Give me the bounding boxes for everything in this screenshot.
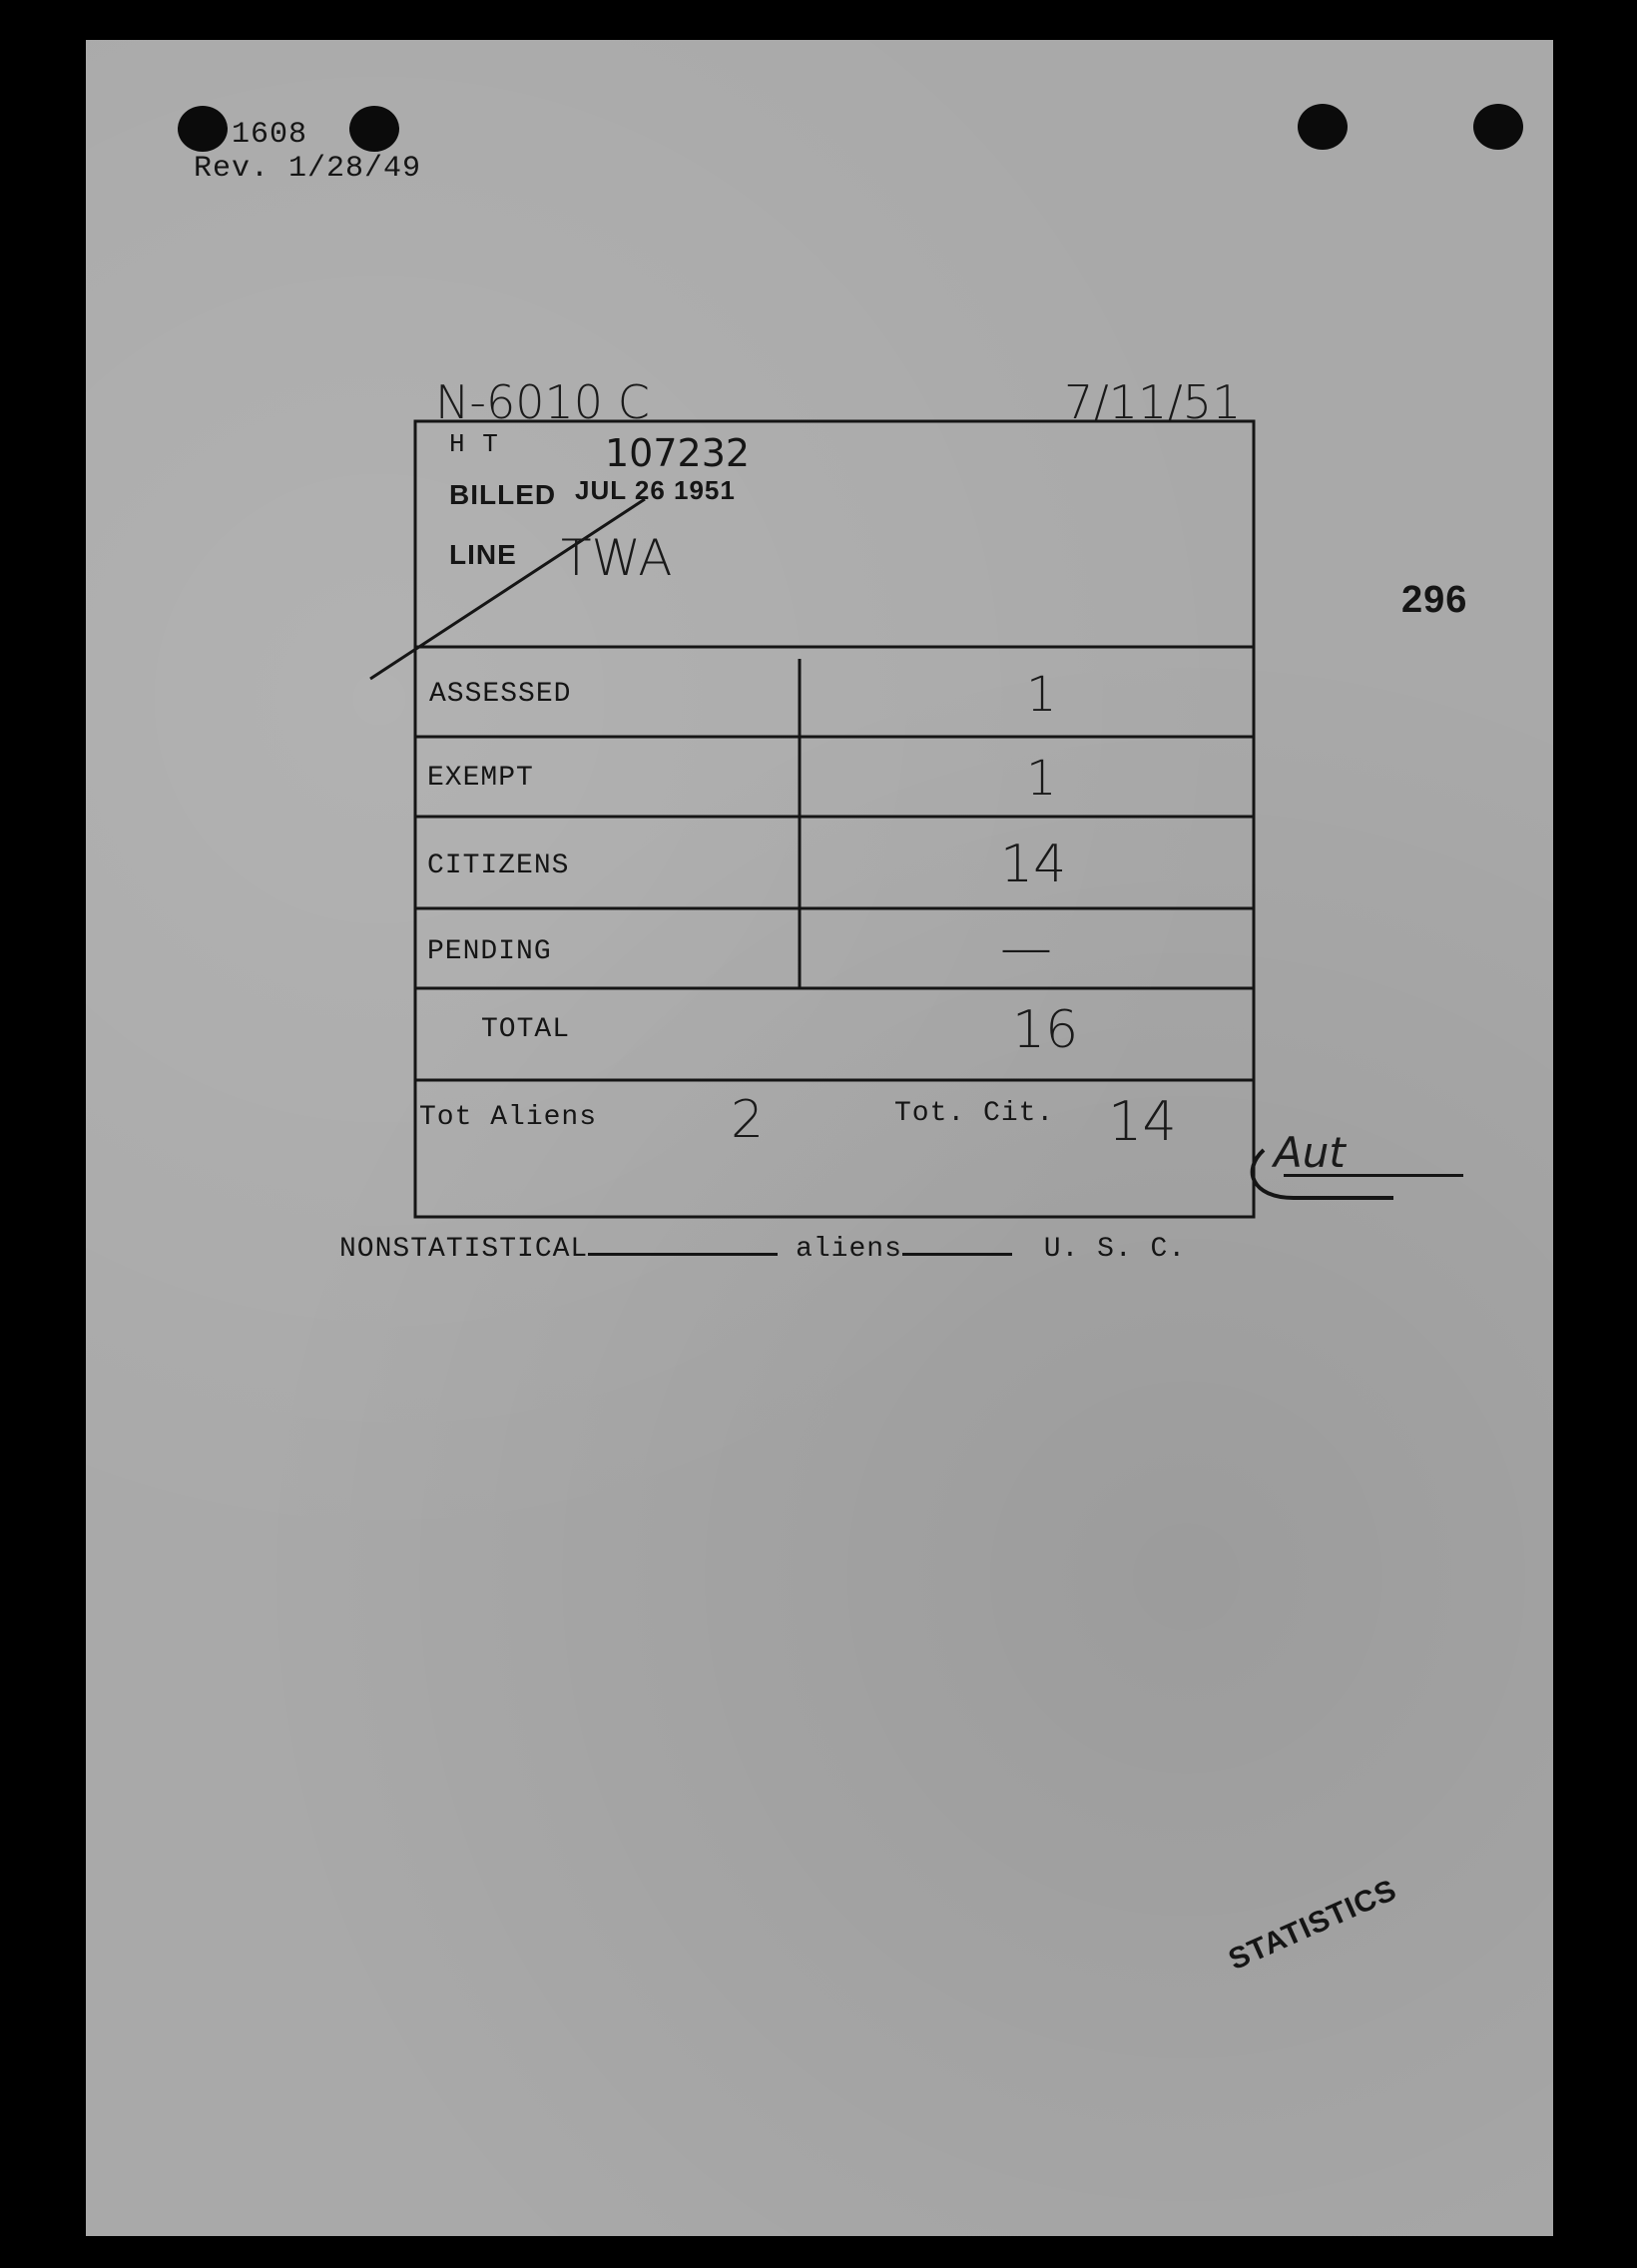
aliens-label: aliens — [796, 1234, 902, 1265]
row-value-pending: — — [1000, 918, 1052, 978]
billed-stamp-date: JUL 26 1951 — [575, 475, 736, 505]
initials-text: Aut — [1274, 1128, 1346, 1177]
row-value-exempt: 1 — [1026, 751, 1057, 807]
row-label-exempt: EXEMPT — [427, 763, 534, 794]
row-value-citizens: 14 — [1000, 835, 1067, 894]
ht-label: H T — [449, 429, 499, 459]
row-label-assessed: ASSESSED — [429, 679, 572, 710]
total-value: 16 — [1012, 1000, 1079, 1060]
row-label-citizens: CITIZENS — [427, 850, 570, 881]
form-revision: Rev. 1/28/49 — [194, 152, 422, 186]
row-value-assessed: 1 — [1026, 667, 1057, 723]
usc-label: U. S. C. — [1043, 1234, 1187, 1265]
page-number: 296 — [1401, 579, 1468, 621]
statistics-stamp: STATISTICS — [1224, 1873, 1402, 1978]
handwritten-date: 7/11/51 — [1064, 375, 1242, 429]
blank-line — [588, 1249, 778, 1256]
tot-cit-label: Tot. Cit. — [894, 1098, 1055, 1129]
blank-line — [902, 1249, 1012, 1256]
tot-cit-value: 14 — [1108, 1090, 1177, 1153]
signature-underline — [1284, 1174, 1463, 1177]
tot-aliens-value: 2 — [731, 1090, 765, 1150]
document-page — [86, 40, 1553, 2236]
total-label: TOTAL — [481, 1014, 571, 1045]
row-label-pending: PENDING — [427, 936, 552, 967]
line-value: TWA — [561, 529, 673, 587]
billed-label: BILLED — [449, 479, 557, 510]
footer-line — [339, 1234, 1186, 1265]
initials-signature — [1234, 1120, 1393, 1200]
nonstatistical-label: NONSTATISTICAL — [339, 1234, 589, 1265]
ht-number: 107232 — [605, 431, 751, 475]
form-number: 1608 — [232, 118, 308, 152]
line-label: LINE — [449, 539, 517, 570]
handwritten-reference: N-6010 C — [435, 375, 650, 429]
tot-aliens-label: Tot Aliens — [419, 1102, 598, 1133]
